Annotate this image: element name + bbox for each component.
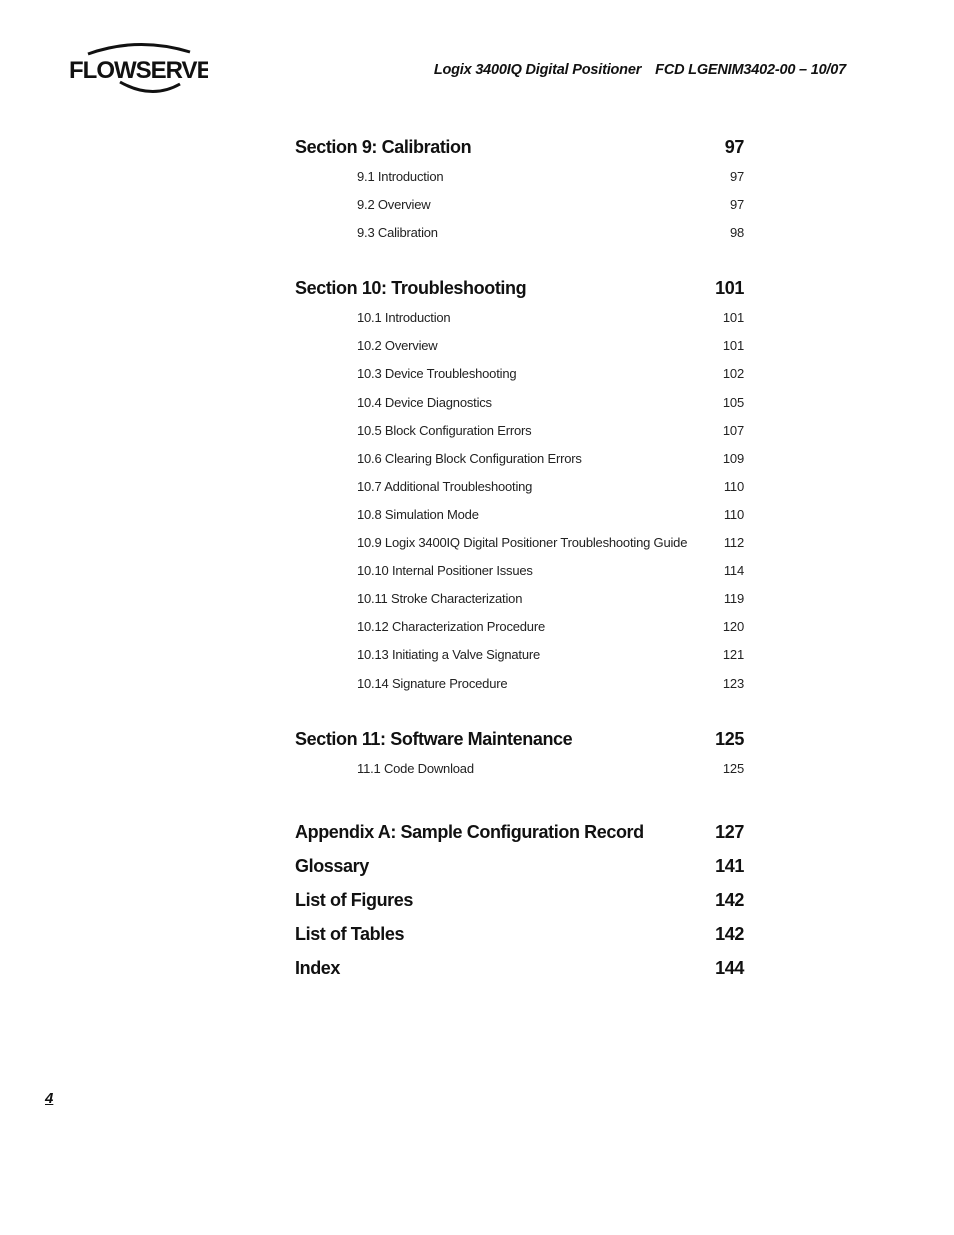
toc-appendix-entry[interactable] [295,951,744,985]
toc-entry-label: 10.13 Initiating a Valve Signature [357,647,541,663]
running-header [434,62,846,78]
toc-appendix-page: 141 [715,855,744,876]
toc-entry[interactable] [295,219,744,247]
toc-appendix-title: Glossary [295,855,369,876]
toc-appendix-title: Appendix A: Sample Configuration Record [295,821,644,842]
toc-entry-label: 10.1 Introduction [357,310,451,326]
toc-entry[interactable] [295,473,744,501]
toc-section-title: Section 10: Troubleshooting [295,278,527,299]
toc-appendix-title: List of Figures [295,889,414,910]
toc-entry[interactable] [295,557,744,585]
toc-entry-label: 10.6 Clearing Block Configuration Errors [357,450,582,466]
toc-entry-page: 105 [722,394,744,410]
toc-entry[interactable] [295,529,744,557]
toc-entry-label: 9.1 Introduction [357,169,444,184]
toc-entry-page: 114 [723,563,744,579]
toc-section-heading[interactable] [295,725,744,754]
toc-entry[interactable] [295,641,744,669]
toc-section-11 [295,725,744,783]
toc-section-title: Section 11: Software Maintenance [295,728,573,749]
toc-appendix-page: 127 [715,821,744,842]
toc-section-page: 97 [724,137,744,157]
toc-entry-label: 10.12 Characterization Procedure [357,619,545,635]
toc-entry[interactable] [295,389,744,417]
toc-back-matter [295,815,744,985]
toc-entry-page: 121 [722,647,744,663]
toc-entry[interactable] [295,163,744,191]
toc-section-title: Section 9: Calibration [295,137,472,157]
toc-appendix-entry[interactable] [295,883,744,917]
toc-entry-label: 9.2 Overview [357,197,431,213]
toc-section-10 [295,274,744,697]
toc-section-heading[interactable] [295,133,744,162]
table-of-contents [295,133,744,985]
toc-entry[interactable] [295,585,744,613]
toc-section-page: 101 [715,278,744,299]
toc-entry-page: 107 [722,422,744,438]
toc-entry[interactable] [295,670,744,698]
toc-entry-page: 110 [723,506,744,522]
toc-entry-label: 10.7 Additional Troubleshooting [357,478,533,494]
toc-entry[interactable] [295,304,744,332]
toc-appendix-page: 144 [715,957,744,978]
toc-entry[interactable] [295,501,744,529]
toc-appendix-title: List of Tables [295,923,405,944]
toc-appendix-page: 142 [715,889,744,910]
toc-entry-label: 10.9 Logix 3400IQ Digital Positioner Troubleshooting Guide [357,535,688,551]
toc-entry[interactable] [295,417,744,445]
toc-entry-page: 98 [729,225,744,241]
toc-entry[interactable] [295,613,744,641]
logo-text: FLOWSERVE [69,57,208,84]
toc-appendix-entry[interactable] [295,917,744,951]
toc-entry[interactable] [295,755,744,783]
toc-section-page: 125 [715,728,744,749]
toc-entry-label: 10.10 Internal Positioner Issues [357,563,533,579]
toc-entry[interactable] [295,360,744,388]
toc-entry-page: 101 [722,310,744,326]
toc-appendix-entry[interactable] [295,815,744,849]
toc-entry-page: 97 [729,197,744,213]
toc-entry-page: 125 [722,760,744,776]
toc-appendix-title: Index [295,957,341,978]
toc-entry-label: 10.4 Device Diagnostics [357,394,492,410]
document-title: Logix 3400IQ Digital Positioner [433,62,642,78]
toc-entry-label: 10.3 Device Troubleshooting [357,366,517,382]
toc-entry-page: 119 [723,591,744,607]
toc-entry-page: 120 [722,619,744,635]
toc-entry-label: 11.1 Code Download [357,760,474,776]
toc-entry-page: 112 [723,535,744,551]
toc-entry[interactable] [295,191,744,219]
toc-entry-page: 109 [722,450,744,466]
toc-entry[interactable] [295,332,744,360]
toc-entry-label: 10.14 Signature Procedure [357,675,508,691]
toc-entry-page: 101 [722,338,744,354]
toc-entry-page: 110 [723,478,744,494]
toc-entry[interactable] [295,445,744,473]
toc-entry-page: 123 [722,675,744,691]
toc-entry-label: 10.11 Stroke Characterization [357,591,523,607]
document-code: FCD LGENIM3402-00 – 10/07 [655,62,846,78]
toc-appendix-entry[interactable] [295,849,744,883]
toc-entry-label: 10.8 Simulation Mode [357,506,479,522]
toc-section-9 [295,133,744,247]
flowserve-logo [68,42,208,96]
page-number: 4 [45,1090,54,1107]
toc-entry-label: 10.5 Block Configuration Errors [357,422,532,438]
toc-appendix-page: 142 [715,923,744,944]
toc-section-heading[interactable] [295,274,744,303]
toc-entry-label: 10.2 Overview [357,338,438,354]
toc-entry-page: 102 [722,366,744,382]
toc-entry-label: 9.3 Calibration [357,225,438,241]
toc-entry-page: 97 [729,169,744,184]
